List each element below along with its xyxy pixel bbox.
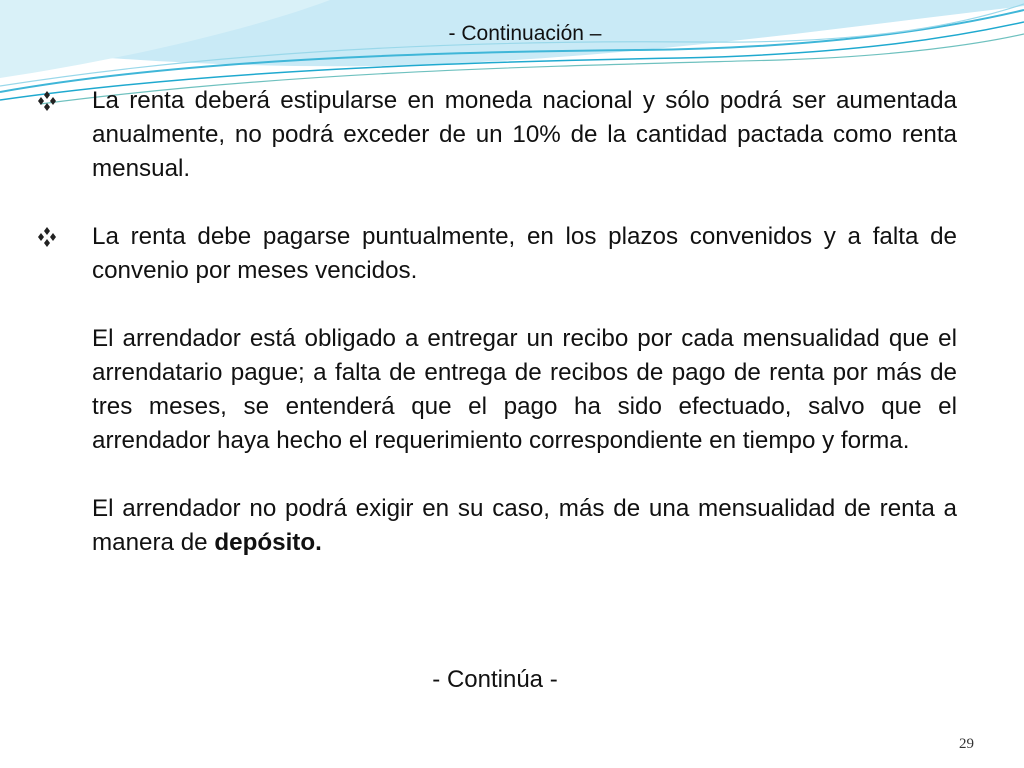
continues-footer: - Continúa -	[432, 666, 558, 693]
paragraph-rent-payment	[92, 220, 957, 288]
slide-body	[92, 84, 957, 560]
paragraph-text: La renta debe pagarse puntualmente, en los plazos convenidos y a falta de convenio por meses vencidos.	[92, 223, 957, 284]
bold-deposit-word: depósito.	[214, 529, 322, 556]
spacer	[92, 186, 957, 220]
paragraph-text: La renta deberá estipularse en moneda nacional y sólo podrá ser aumentada anualmente, no podrá exceder de un 10% de la cantidad pactada como renta mensual.	[92, 87, 957, 182]
paragraph-rent-currency	[92, 84, 957, 186]
four-diamond-bullet-icon	[35, 84, 59, 118]
continuation-header: - Continuación –	[448, 22, 602, 45]
spacer	[92, 458, 957, 492]
paragraph-text: El arrendador está obligado a entregar un recibo por cada mensualidad que el arrendatario pague; a falta de entrega de recibos de pago de renta por más de tres meses, se entenderá que el pago ha sido efectuado, salvo que el arrendador haya hecho el requerimiento correspondiente en tiempo y forma.	[92, 325, 957, 454]
four-diamond-bullet-icon	[35, 220, 59, 254]
paragraph-receipt	[92, 322, 957, 458]
paragraph-text: El arrendador no podrá exigir en su caso, más de una mensualidad de renta a manera de	[92, 495, 957, 556]
spacer	[92, 288, 957, 322]
paragraph-deposit	[92, 492, 957, 560]
page-number: 29	[959, 736, 974, 752]
